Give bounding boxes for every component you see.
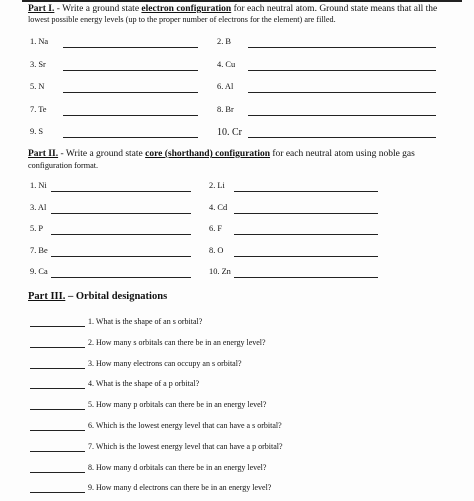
top-border [22, 0, 462, 2]
part2-item-label: 6. F [209, 224, 223, 234]
part2-answer-line[interactable] [234, 277, 378, 278]
part3-question: 2. How many s orbitals can there be in an energy level? [88, 337, 266, 347]
part3-answer-line[interactable] [30, 430, 85, 431]
part1-item-label: 6. Al [217, 82, 234, 91]
part1-heading: Part I. [28, 4, 55, 14]
part3-answer-line[interactable] [30, 388, 85, 389]
part3-question: 1. What is the shape of an s orbital? [88, 317, 203, 326]
part1-answer-line[interactable] [63, 92, 198, 93]
part1-answer-line[interactable] [63, 47, 198, 48]
part3-answer-line[interactable] [30, 326, 85, 327]
part3-answer-line[interactable] [30, 472, 85, 473]
part1-item-label: 5. N [30, 82, 45, 91]
part1-item-label: 7. Te [30, 104, 47, 114]
part2-item-label: 5. P [30, 224, 44, 234]
part2-answer-line[interactable] [51, 256, 191, 257]
part3-answer-line[interactable] [30, 368, 85, 369]
part1-answer-line[interactable] [248, 137, 436, 138]
part3-heading: Part III. [28, 291, 66, 302]
part2-item-label: 7. Be [30, 245, 48, 255]
part3-question: 3. How many electrons can occupy an s orbital? [88, 358, 242, 368]
part3-answer-line[interactable] [30, 492, 85, 493]
part2-answer-line[interactable] [234, 234, 378, 235]
part1-item-label: 4. Cu [217, 59, 236, 69]
part2-item-label: 10. Zn [209, 267, 231, 277]
part1-answer-line[interactable] [248, 70, 436, 71]
part3-question: 8. How many d orbitals can there be in an energy level? [88, 462, 267, 472]
part3-title [28, 291, 167, 302]
part2-instructions-line2: configuration format. [28, 161, 99, 170]
part2-item-label: 3. Al [30, 202, 47, 212]
part2-answer-line[interactable] [234, 213, 378, 214]
part1-item-label: 8. Br [217, 104, 234, 114]
part2-answer-line[interactable] [51, 191, 191, 192]
part1-answer-line[interactable] [248, 47, 436, 48]
part1-item-label: 2. B [217, 37, 231, 46]
part2-instructions [28, 148, 415, 160]
part1-answer-line[interactable] [248, 92, 436, 93]
part1-item-label: 3. Sr [30, 59, 46, 69]
part1-answer-line[interactable] [248, 115, 436, 116]
part3-answer-line[interactable] [30, 347, 85, 348]
part2-answer-line[interactable] [234, 256, 378, 257]
part1-item-label: 10. Cr [217, 127, 242, 138]
part3-question: 6. Which is the lowest energy level that can have a s orbital? [88, 421, 282, 430]
part3-answer-line[interactable] [30, 451, 85, 452]
part2-answer-line[interactable] [234, 191, 378, 192]
part3-question: 4. What is the shape of a p orbital? [88, 379, 200, 389]
part1-item-label: 9. S [30, 127, 44, 136]
part2-item-label: 1. Ni [30, 181, 47, 190]
part3-question: 5. How many p orbitals can there be in an energy level? [88, 400, 267, 410]
part2-rest: for each neutral atom using noble gas [270, 149, 415, 159]
part2-heading: Part II. [28, 149, 59, 159]
part2-item-label: 9. Ca [30, 267, 48, 277]
part1-answer-line[interactable] [63, 115, 198, 116]
part2-key-term: core (shorthand) configuration [145, 149, 271, 159]
part1-key-term: electron configuration [141, 4, 232, 14]
part1-dash: - Write a ground state [54, 4, 142, 14]
part2-item-label: 4. Cd [209, 202, 228, 212]
part2-answer-line[interactable] [51, 234, 191, 235]
part2-answer-line[interactable] [51, 213, 191, 214]
part2-item-label: 8. O [209, 245, 224, 255]
part3-question: 9. How many d electrons can there be in an energy level? [88, 483, 272, 493]
part1-instructions [28, 3, 437, 15]
part1-instructions-line2: lowest possible energy levels (up to the proper number of electrons for the element) are filled. [28, 15, 336, 24]
part3-title-text: – Orbital designations [65, 291, 168, 302]
part2-item-label: 2. Li [209, 181, 225, 190]
part1-answer-line[interactable] [63, 70, 198, 71]
part1-answer-line[interactable] [63, 137, 198, 138]
part3-question: 7. Which is the lowest energy level that can have a p orbital? [88, 441, 283, 451]
part1-rest: for each neutral atom. Ground state means that all the [231, 4, 438, 14]
part2-answer-line[interactable] [51, 277, 191, 278]
part2-dash: - Write a ground state [58, 149, 146, 159]
part3-answer-line[interactable] [30, 409, 85, 410]
part1-item-label: 1. Na [30, 37, 49, 46]
